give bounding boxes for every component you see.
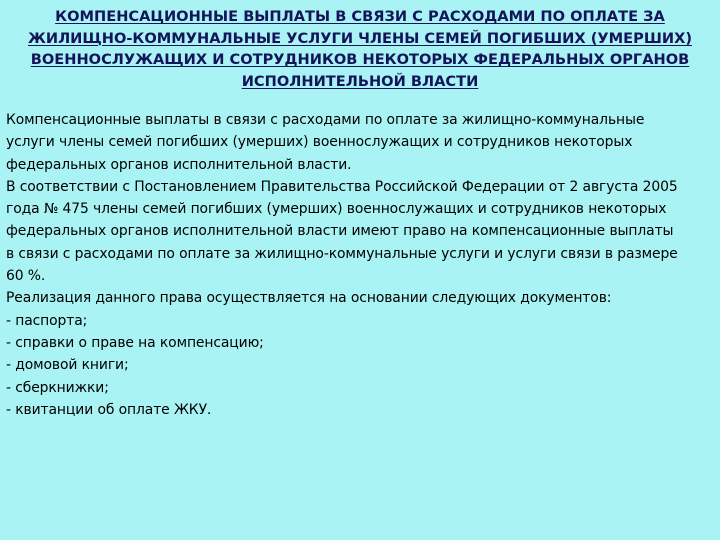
slide-body	[6, 109, 714, 421]
documents-list	[6, 310, 714, 421]
decree-line: 60 %.	[6, 268, 46, 285]
list-item: - паспорта;	[6, 312, 88, 329]
documents-intro: Реализация данного права осуществляется на основании следующих документов:	[6, 290, 612, 307]
page-title	[6, 6, 714, 92]
decree-line: года № 475 члены семей погибших (умерших) военнослужащих и сотрудников некоторых	[6, 201, 667, 218]
decree-line: в связи с расходами по оплате за жилищно-коммунальные услуги и услуги связи в размере	[6, 245, 678, 262]
lead-paragraph	[6, 109, 714, 176]
lead-line: Компенсационные выплаты в связи с расходами по оплате за жилищно-коммунальные	[6, 112, 645, 128]
lead-line: услуги члены семей погибших (умерших) военнослужащих и сотрудников некоторых	[6, 134, 633, 151]
title-line: ИСПОЛНИТЕЛЬНОЙ ВЛАСТИ	[241, 72, 479, 90]
lead-line: федеральных органов исполнительной власти.	[6, 156, 352, 173]
list-item: - домовой книги;	[6, 357, 129, 374]
decree-paragraph	[6, 176, 714, 287]
list-item: - справки о праве на компенсацию;	[6, 334, 264, 351]
decree-line: федеральных органов исполнительной власти имеют право на компенсационные выплаты	[6, 223, 674, 240]
decree-line: В соответствии с Постановлением Правительства Российской Федерации от 2 августа 2005	[6, 178, 678, 195]
title-line: ЖИЛИЩНО-КОММУНАЛЬНЫЕ УСЛУГИ ЧЛЕНЫ СЕМЕЙ ПОГИБШИХ (УМЕРШИХ)	[27, 29, 692, 47]
list-item: - квитанции об оплате ЖКУ.	[6, 401, 212, 418]
title-line: КОМПЕНСАЦИОННЫЕ ВЫПЛАТЫ В СВЯЗИ С РАСХОДАМИ ПО ОПЛАТЕ ЗА	[55, 8, 665, 25]
title-line: ВОЕННОСЛУЖАЩИХ И СОТРУДНИКОВ НЕКОТОРЫХ ФЕДЕРАЛЬНЫХ ОРГАНОВ	[30, 51, 690, 68]
list-item: - сберкнижки;	[6, 379, 109, 396]
